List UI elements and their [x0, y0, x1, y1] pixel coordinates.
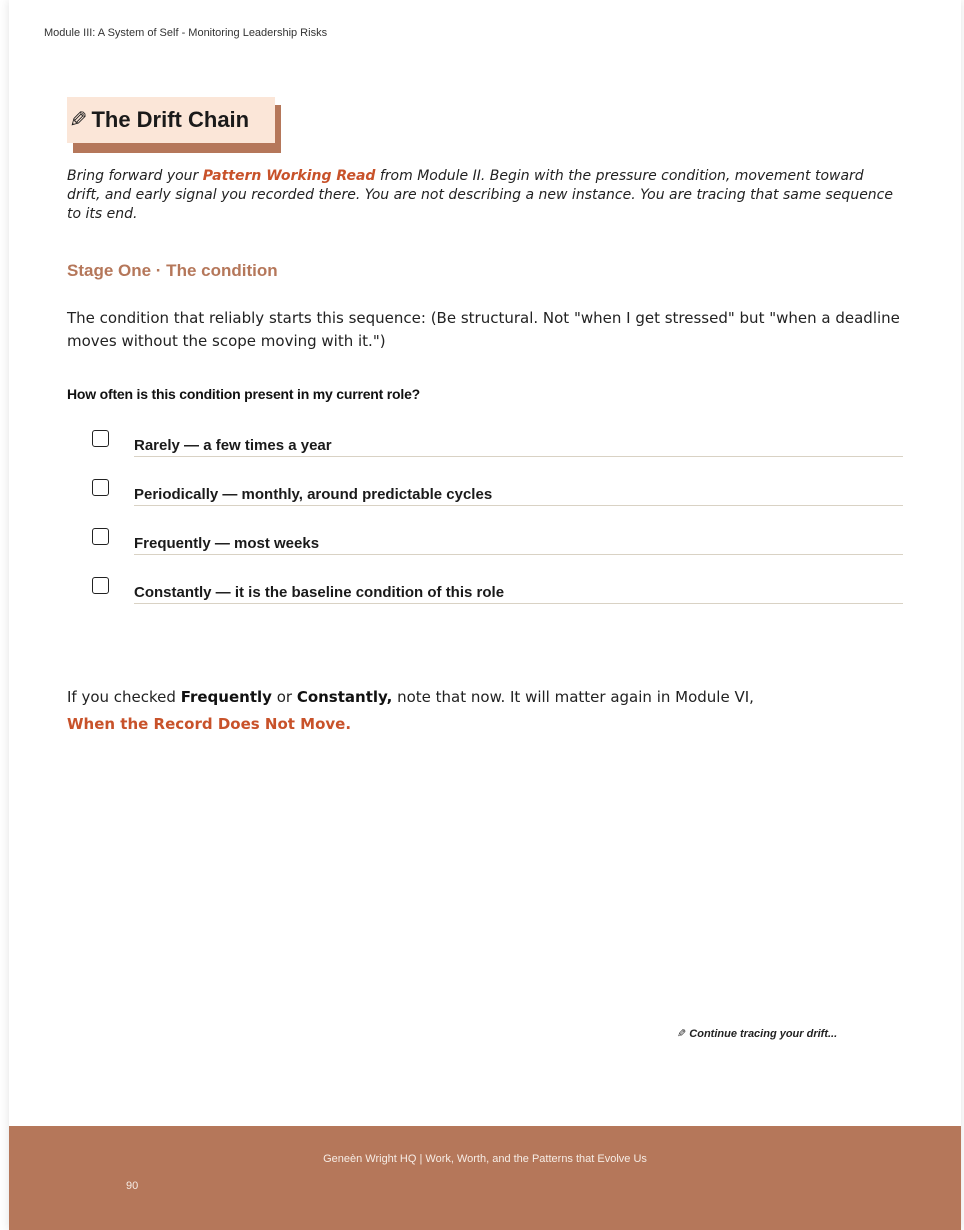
pencil-icon: ✎ — [677, 1027, 687, 1040]
note-text-3: note that now. It will matter again in Module VI, — [392, 688, 754, 706]
footer-text: Geneèn Wright HQ | Work, Worth, and the Patterns that Evolve Us — [323, 1153, 647, 1165]
intro-accent: Pattern Working Read — [202, 168, 376, 184]
note-text-1: If you checked — [67, 688, 181, 706]
condition-prompt: The condition that reliably starts this sequence: (Be structural. Not "when I get stressed" but "when a deadline moves without the scope moving with it.") — [67, 309, 900, 350]
page-footer — [9, 1126, 961, 1230]
option-underline — [134, 505, 903, 506]
note-bold-frequently: Frequently — [180, 688, 272, 706]
followup-note — [67, 684, 887, 738]
option-underline — [134, 603, 903, 604]
option-label: Rarely — a few times a year — [134, 437, 332, 454]
option-label: Periodically — monthly, around predictable cycles — [134, 486, 493, 503]
continue-text: Continue tracing your drift... — [689, 1028, 838, 1040]
note-text-2: or — [271, 688, 297, 706]
pencil-icon: ✎ — [69, 107, 88, 133]
option-periodically[interactable] — [92, 479, 903, 509]
stage-heading: Stage One · The condition — [67, 261, 278, 280]
checkbox[interactable] — [92, 528, 109, 545]
running-header: Module III: A System of Self - Monitoring Leadership Risks — [44, 27, 328, 39]
intro-paragraph — [67, 167, 897, 224]
option-label: Frequently — most weeks — [134, 535, 320, 552]
option-rarely[interactable] — [92, 430, 903, 460]
page-number: 90 — [126, 1180, 139, 1192]
option-frequently[interactable] — [92, 528, 903, 558]
section-title-block — [67, 97, 275, 143]
option-underline — [134, 554, 903, 555]
continue-prompt — [677, 1027, 837, 1040]
title-box — [67, 97, 275, 143]
option-label: Constantly — it is the baseline condition of this role — [134, 584, 505, 601]
option-underline — [134, 456, 903, 457]
intro-text-2: from Module II. Begin with the pressure condition, movement toward drift, and early signal you recorded there. You are not describing a new instance. You are tracing that same sequence to its end. — [67, 168, 893, 222]
note-bold-constantly: Constantly, — [296, 688, 393, 706]
checkbox[interactable] — [92, 479, 109, 496]
frequency-question: How often is this condition present in my current role? — [67, 386, 421, 402]
intro-text-1: Bring forward your — [67, 168, 203, 184]
checkbox[interactable] — [92, 430, 109, 447]
note-accent-link: When the Record Does Not Move. — [67, 715, 352, 733]
checkbox[interactable] — [92, 577, 109, 594]
section-title: The Drift Chain — [91, 107, 250, 132]
option-constantly[interactable] — [92, 577, 903, 607]
